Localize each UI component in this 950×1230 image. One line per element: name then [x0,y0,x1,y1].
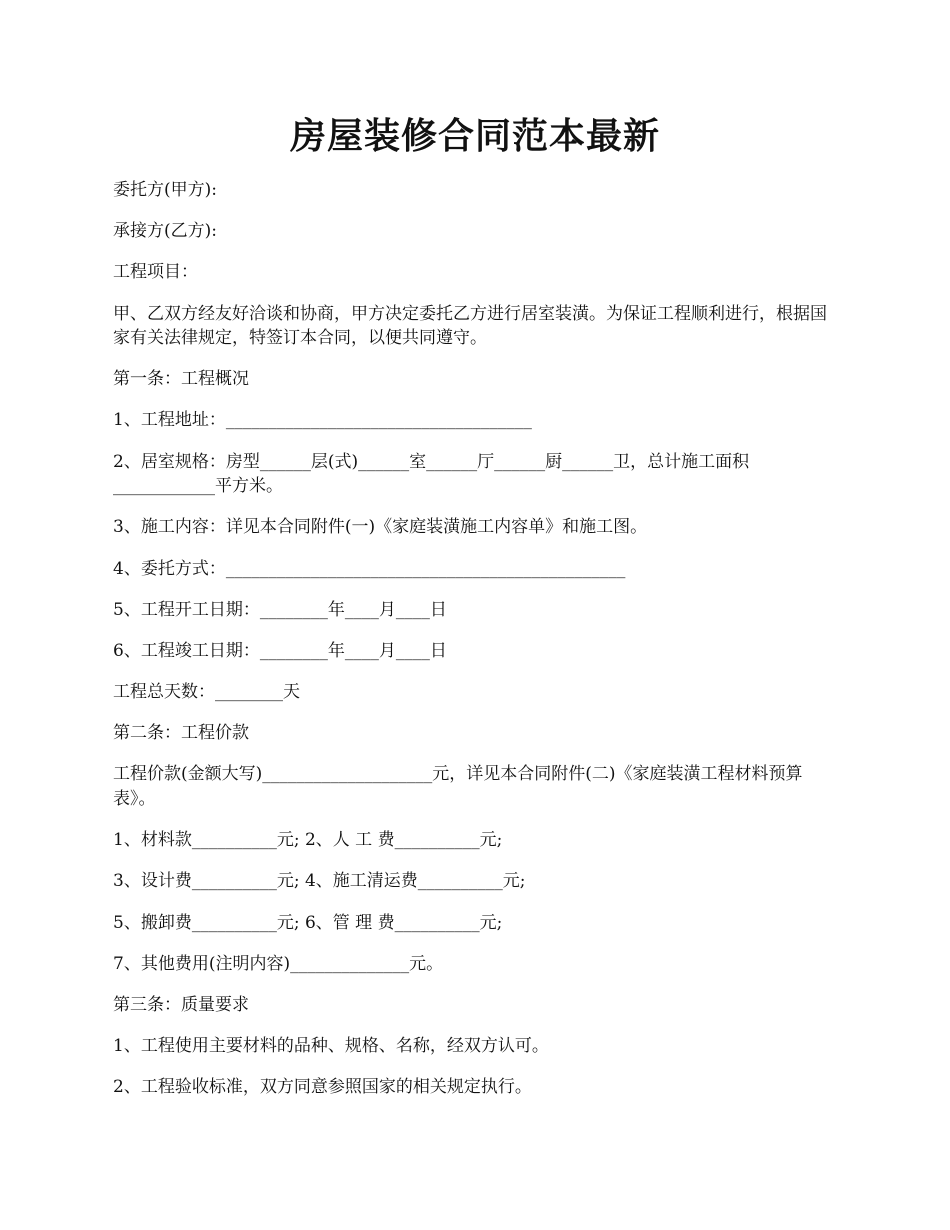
party-b-line: 承接方(乙方): [113,221,217,242]
article-2-heading: 第二条：工程价款 [113,723,249,744]
cost-line-2: 3、设计费__________元; 4、施工清运费__________元; [113,871,526,892]
start-date-line: 5、工程开工日期：________年____月____日 [113,599,447,620]
cost-line-4: 7、其他费用(注明内容)______________元。 [113,953,444,974]
project-address-line: 1、工程地址：____________________________________ [113,410,532,431]
article-3-heading: 第三条：质量要求 [113,994,249,1015]
project-line: 工程项目： [113,262,198,283]
commission-method-line: 4、委托方式：_______________________________________________ [113,558,626,579]
room-specification-line: 2、居室规格：房型______层(式)______室______厅______厨______卫，总计施工面积____________平方米。 [113,451,750,497]
cost-line-1: 1、材料款__________元; 2、人 工 费__________元; [113,830,503,851]
quality-requirement-2: 2、工程验收标准，双方同意参照国家的相关规定执行。 [113,1077,532,1098]
document-title: 房屋装修合同范本最新 [289,115,660,157]
completion-date-line: 6、工程竣工日期：________年____月____日 [113,640,447,661]
contract-price-line: 工程价款(金额大写)____________________元，详见本合同附件(二)《家庭装潢工程材料预算表》。 [113,764,803,809]
preamble-paragraph: 甲、乙双方经友好洽谈和协商，甲方决定委托乙方进行居室装潢。为保证工程顺利进行，根据国家有关法律规定，特签订本合同，以便共同遵守。 [113,303,827,349]
quality-requirement-1: 1、工程使用主要材料的品种、规格、名称，经双方认可。 [113,1036,549,1057]
cost-line-3: 5、搬卸费__________元; 6、管 理 费__________元; [113,912,503,933]
work-content-line: 3、施工内容：详见本合同附件(一)《家庭装潢施工内容单》和施工图。 [113,517,648,538]
document-body [113,178,838,1116]
total-days-line: 工程总天数：________天 [113,682,300,703]
article-1-heading: 第一条：工程概况 [113,369,249,390]
party-a-line: 委托方(甲方): [113,180,217,200]
